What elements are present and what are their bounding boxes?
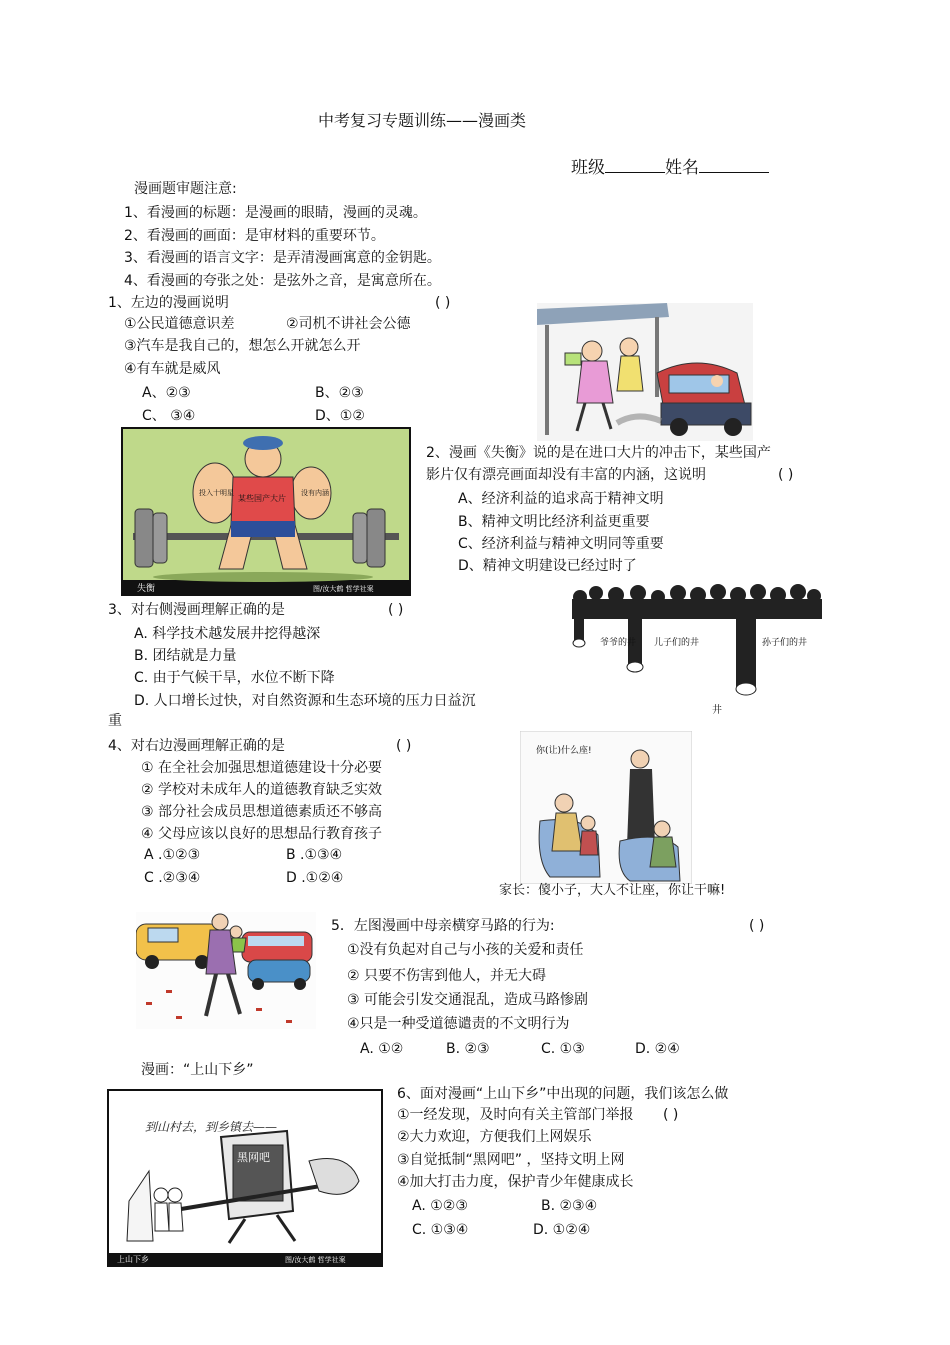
q2-cartoon-image [121, 427, 411, 596]
q3-cartoon-bottom: 井 [712, 705, 722, 716]
q2-cartoon-label-left: 投入十明星 [199, 489, 234, 497]
q4-choice-b[interactable]: B .①③④ [286, 847, 343, 863]
q1-cartoon-image [537, 303, 753, 441]
q2-cartoon-caption: 失衡 [137, 584, 156, 594]
q3-cartoon-well2: 儿子们的井 [654, 638, 700, 648]
class-label: 班级 [571, 158, 605, 178]
q4-option-2: ② 学校对未成年人的道德教育缺乏实效 [141, 782, 382, 798]
q6-cartoon-sign: 黑网吧 [237, 1151, 270, 1164]
q4-answer-paren[interactable]: ( ) [396, 738, 412, 754]
q3-cartoon-image [566, 583, 824, 731]
q1-choice-a[interactable]: A、②③ [142, 385, 191, 401]
q2-cartoon-credit: 图/汝大鹤 哲学社案 [313, 585, 374, 593]
q5-choice-c[interactable]: C. ①③ [541, 1041, 585, 1057]
q3-stem: 3、对右侧漫画理解正确的是 [108, 602, 285, 618]
q3-choice-a[interactable]: A. 科学技术越发展井挖得越深 [134, 626, 321, 642]
q6-choice-d[interactable]: D. ①②④ [533, 1222, 591, 1238]
q2-cartoon-label-right: 没有内涵 [301, 489, 329, 497]
q1-choice-c[interactable]: C、 ③④ [142, 408, 196, 424]
q1-option-1: ①公民道德意识差 [124, 316, 235, 332]
q1-choice-d[interactable]: D、①② [315, 408, 365, 424]
q4-cartoon-caption: 家长：傻小子，大人不让座，你让干嘛! [499, 883, 726, 898]
tip-item: 4、看漫画的夸张之处：是弦外之音，是寓意所在。 [124, 273, 441, 289]
q5-cartoon-image [136, 912, 316, 1029]
q5-choice-a[interactable]: A. ①② [360, 1041, 404, 1057]
q2-stem-line-1: 2、漫画《失衡》说的是在进口大片的冲击下，某些国产 [426, 445, 771, 461]
q5-option-3: ③ 可能会引发交通混乱，造成马路惨剧 [347, 992, 588, 1008]
q2-answer-paren[interactable]: ( ) [778, 467, 794, 483]
q6-stem: 6、面对漫画“上山下乡”中出现的问题，我们该怎么做 [397, 1086, 729, 1102]
q4-choice-c[interactable]: C .②③④ [144, 870, 201, 886]
q1-stem: 1、左边的漫画说明 [108, 295, 229, 311]
q4-option-1: ① 在全社会加强思想道德建设十分必要 [141, 760, 382, 776]
q5-answer-paren[interactable]: ( ) [749, 918, 765, 934]
q4-option-4: ④ 父母应该以良好的思想品行教育孩子 [141, 826, 382, 842]
page-title: 中考复习专题训练——漫画类 [318, 111, 527, 130]
q3-answer-paren[interactable]: ( ) [388, 602, 404, 618]
q3-choice-d[interactable]: D. 人口增长过快，对自然资源和生态环境的压力日益沉 [134, 693, 476, 709]
q1-answer-paren[interactable]: ( ) [435, 295, 451, 311]
q1-option-3: ③汽车是我自己的，想怎么开就怎么开 [124, 338, 361, 354]
tip-item: 2、看漫画的画面：是审材料的重要环节。 [124, 228, 385, 244]
q5-option-2: ② 只要不伤害到他人，并无大碍 [347, 968, 547, 984]
name-label: 姓名 [665, 158, 699, 178]
q6-option-2: ②大力欢迎，方便我们上网娱乐 [397, 1129, 592, 1145]
q3-choice-c[interactable]: C. 由于气候干旱，水位不断下降 [134, 670, 335, 686]
q3-choice-d-cont: 重 [108, 713, 122, 729]
q6-cartoon-script: 到山村去，到乡镇去—— [145, 1120, 278, 1134]
q4-option-3: ③ 部分社会成员思想道德素质还不够高 [141, 804, 382, 820]
class-blank[interactable] [605, 157, 665, 173]
q5-option-4: ④只是一种受道德谴责的不文明行为 [347, 1016, 570, 1032]
q4-stem: 4、对右边漫画理解正确的是 [108, 738, 285, 754]
tips-heading: 漫画题审题注意: [134, 181, 237, 197]
tip-item: 1、看漫画的标题：是漫画的眼睛，漫画的灵魂。 [124, 205, 427, 221]
q2-cartoon-shirt: 某些国产大片 [238, 494, 286, 503]
tip-item: 3、看漫画的语言文字：是弄清漫画寓意的金钥匙。 [124, 250, 441, 266]
q2-choice-a[interactable]: A、经济利益的追求高于精神文明 [458, 491, 664, 507]
q4-cartoon-bubble: 你(让)什么座! [536, 746, 592, 756]
q6-option-3: ③自觉抵制“黑网吧” ，坚持文明上网 [397, 1152, 625, 1168]
class-name-fields [571, 157, 769, 177]
q2-stem-line-2: 影片仅有漂亮画面却没有丰富的内涵，这说明 [426, 467, 706, 483]
q2-choice-b[interactable]: B、精神文明比经济利益更重要 [458, 514, 650, 530]
q6-cartoon-credit: 图/汝大鹤 哲学社案 [285, 1256, 346, 1264]
q6-cartoon-caption: 上山下乡 [117, 1255, 149, 1264]
q4-choice-a[interactable]: A .①②③ [144, 847, 201, 863]
q6-cartoon-image [107, 1089, 383, 1267]
q5-stem: 5．左图漫画中母亲横穿马路的行为: [331, 918, 555, 934]
q6-choice-a[interactable]: A. ①②③ [412, 1198, 468, 1214]
q5-choice-d[interactable]: D. ②④ [635, 1041, 680, 1057]
q2-choice-c[interactable]: C、经济利益与精神文明同等重要 [458, 536, 664, 552]
q6-answer-paren[interactable]: ( ) [663, 1107, 679, 1123]
q1-choice-b[interactable]: B、②③ [315, 385, 364, 401]
q6-option-4: ④加大打击力度，保护青少年健康成长 [397, 1174, 634, 1190]
q1-option-2: ②司机不讲社会公德 [286, 316, 411, 332]
q6-choice-c[interactable]: C. ①③④ [412, 1222, 469, 1238]
q2-choice-d[interactable]: D、精神文明建设已经过时了 [458, 558, 637, 574]
q3-choice-b[interactable]: B. 团结就是力量 [134, 648, 237, 664]
q5-option-1: ①没有负起对自己与小孩的关爱和责任 [347, 942, 584, 958]
q4-cartoon-image [520, 731, 692, 884]
q4-choice-d[interactable]: D .①②④ [286, 870, 344, 886]
q5-choice-b[interactable]: B. ②③ [446, 1041, 490, 1057]
q6-choice-b[interactable]: B. ②③④ [541, 1198, 598, 1214]
q3-cartoon-well1: 爷爷的井 [600, 638, 637, 648]
q1-option-4: ④有车就是威风 [124, 361, 221, 377]
name-blank[interactable] [699, 157, 769, 173]
q6-option-1: ①一经发现，及时向有关主管部门举报 [397, 1107, 634, 1123]
q3-cartoon-well3: 孙子们的井 [762, 638, 808, 648]
q6-cartoon-label: 漫画：“上山下乡” [141, 1062, 254, 1078]
